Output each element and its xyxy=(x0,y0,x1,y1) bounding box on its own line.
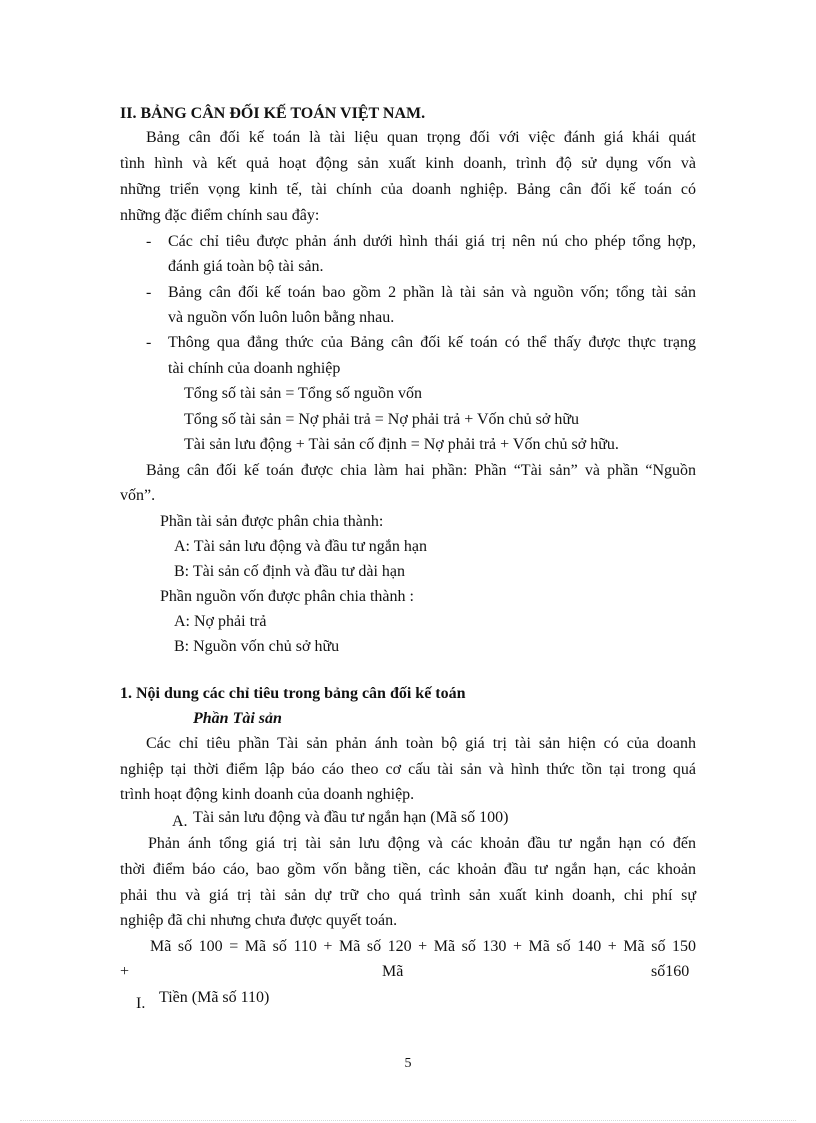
page-bottom-edge xyxy=(20,1120,796,1121)
bullet-dash: - xyxy=(146,233,152,250)
intro-line-1: Bảng cân đối kế toán là tài liệu quan trọng đối với việc đánh giá khái quát xyxy=(146,129,696,146)
bullet-1-line-2: đánh giá toàn bộ tài sản. xyxy=(168,258,324,275)
bullet-dash: - xyxy=(146,334,152,351)
assets-split-title: Phần tài sản được phân chia thành: xyxy=(160,513,384,530)
formula-plus: + xyxy=(120,963,130,980)
split-line-1: Bảng cân đối kế toán được chia làm hai phần: Phần “Tài sản” và phần “Nguồn xyxy=(146,462,696,479)
assets-desc-line-3: trình hoạt động kinh doanh của doanh nghiệp. xyxy=(120,786,415,803)
equation-1: Tổng số tài sản = Tổng số nguồn vốn xyxy=(184,385,423,402)
item-a-desc-line-4: nghiệp đã chi nhưng chưa được quyết toán. xyxy=(120,912,398,929)
bullet-1-line-1: Các chỉ tiêu được phản ánh dưới hình thái giá trị nên nú cho phép tổng hợp, xyxy=(168,233,696,250)
part-heading: Phần Tài sản xyxy=(193,710,282,727)
item-a-desc-line-2: thời điểm báo cáo, bao gồm vốn bằng tiền, các khoản đầu tư ngắn hạn, các khoản xyxy=(120,861,696,878)
assets-split-a: A: Tài sản lưu động và đầu tư ngắn hạn xyxy=(174,538,427,555)
bullet-dash: - xyxy=(146,284,152,301)
bullet-3-line-1: Thông qua đẳng thức của Bảng cân đối kế toán có thể thấy được thực trạng xyxy=(168,334,696,351)
section-heading: II. BẢNG CÂN ĐỐI KẾ TOÁN VIỆT NAM. xyxy=(120,105,426,122)
formula-so160: số160 xyxy=(651,963,690,980)
intro-line-4: những đặc điểm chính sau đây: xyxy=(120,207,320,224)
bullet-2-line-1: Bảng cân đối kế toán bao gồm 2 phần là tài sản và nguồn vốn; tổng tài sản xyxy=(168,284,696,301)
item-i-title: Tiền (Mã số 110) xyxy=(159,989,270,1006)
intro-line-2: tình hình và kết quả hoạt động sản xuất kinh doanh, trình độ sử dụng vốn và xyxy=(120,155,696,172)
page-number: 5 xyxy=(404,1056,412,1071)
sources-split-a: A: Nợ phải trả xyxy=(174,613,267,630)
assets-desc-line-1: Các chỉ tiêu phần Tài sản phản ánh toàn bộ giá trị tài sản hiện có của doanh xyxy=(146,735,696,752)
sources-split-b: B: Nguồn vốn chủ sở hữu xyxy=(174,638,340,655)
item-i-marker: I. xyxy=(136,995,146,1012)
item-a-marker: A. xyxy=(172,813,188,830)
item-a-desc-line-3: phải thu và giá trị tài sản dự trữ cho quá trình sản xuất kinh doanh, chi phí sự xyxy=(120,887,696,904)
bullet-2-line-2: và nguồn vốn luôn luôn bằng nhau. xyxy=(168,309,395,326)
formula-line-1: Mã số 100 = Mã số 110 + Mã số 120 + Mã số 130 + Mã số 140 + Mã số 150 xyxy=(150,938,696,955)
sources-split-title: Phần nguồn vốn được phân chia thành : xyxy=(160,588,414,605)
item-a-desc-line-1: Phản ánh tổng giá trị tài sản lưu động và các khoản đầu tư ngắn hạn có đến xyxy=(148,835,696,852)
equation-2: Tổng số tài sản = Nợ phải trả = Nợ phải trả + Vốn chủ sở hữu xyxy=(184,411,579,428)
subsection-heading: 1. Nội dung các chỉ tiêu trong bảng cân đối kế toán xyxy=(120,685,466,702)
item-a-title: Tài sản lưu động và đầu tư ngắn hạn (Mã số 100) xyxy=(193,809,509,826)
bullet-3-line-2: tài chính của doanh nghiệp xyxy=(168,360,341,377)
intro-line-3: những triển vọng kinh tế, tài chính của doanh nghiệp. Bảng cân đối kế toán có xyxy=(120,181,696,198)
formula-ma: Mã xyxy=(382,963,404,980)
equation-3: Tài sản lưu động + Tài sản cố định = Nợ phải trả + Vốn chủ sở hữu. xyxy=(184,436,619,453)
assets-split-b: B: Tài sản cố định và đầu tư dài hạn xyxy=(174,563,405,580)
split-line-2: vốn”. xyxy=(120,487,156,504)
assets-desc-line-2: nghiệp tại thời điểm lập báo cáo theo cơ cấu tài sản và hình thức tồn tại trong quá xyxy=(120,761,696,778)
